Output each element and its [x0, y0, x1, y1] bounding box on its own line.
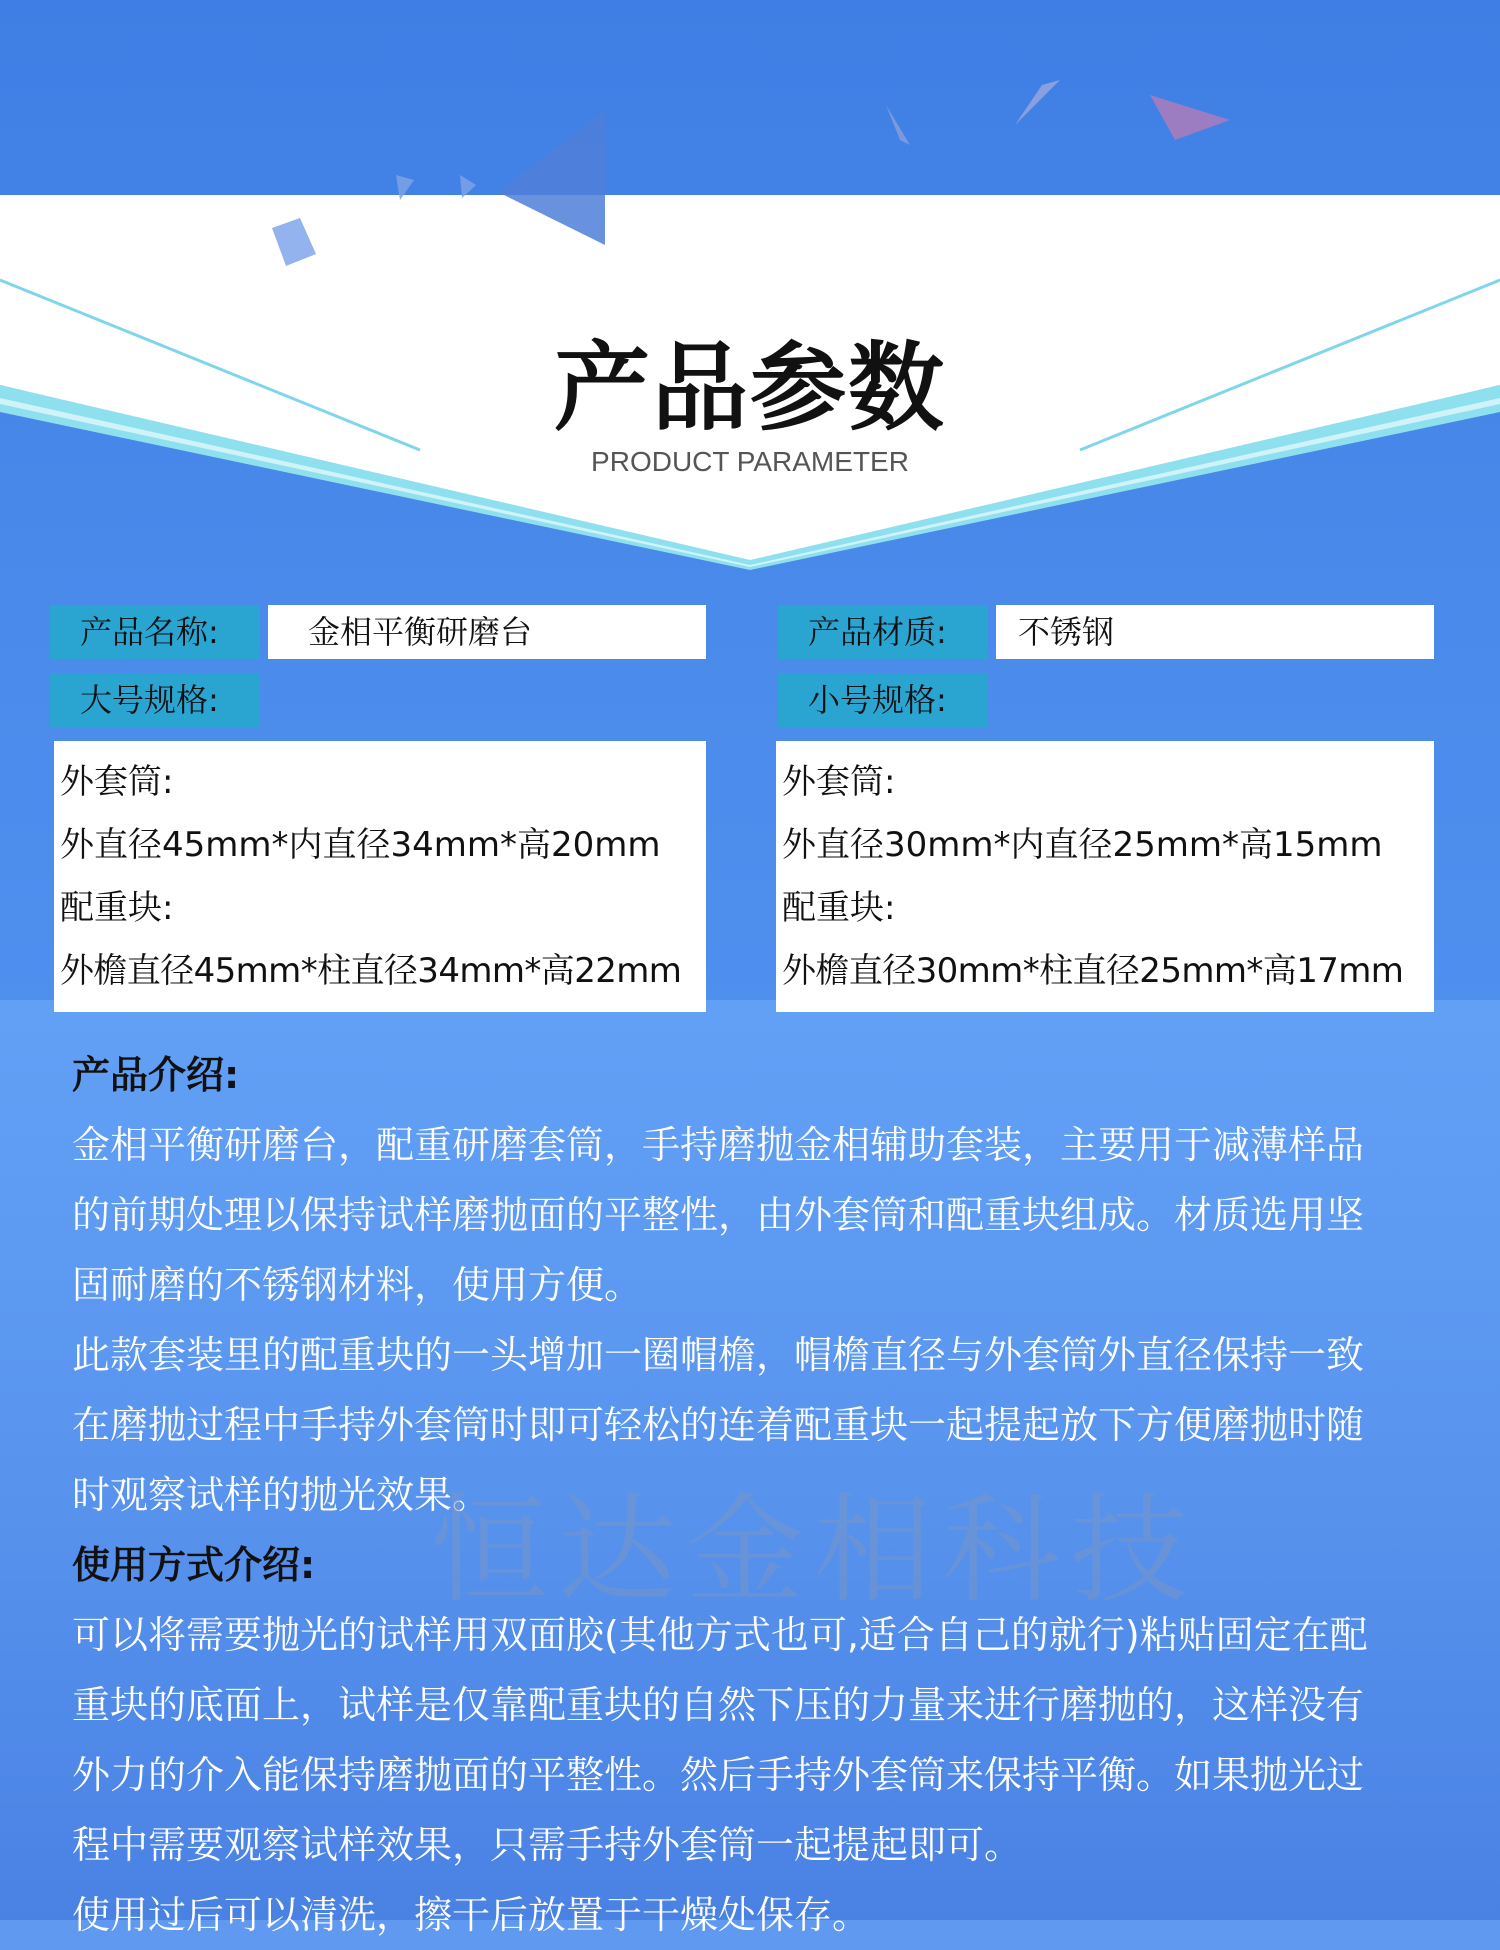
large-spec-panel [54, 741, 706, 1012]
intro-line: 时观察试样的抛光效果。 [72, 1473, 491, 1517]
intro-line: 金相平衡研磨台，配重研磨套筒，手持磨抛金相辅助套装，主要用于减薄样品 [72, 1123, 1365, 1167]
spec-line: 外檐直径30mm*柱直径25mm*高17mm [782, 951, 1404, 991]
small-shard [886, 105, 910, 145]
section-title [0, 332, 1500, 478]
spec-line: 外套筒: [60, 762, 174, 802]
spec-line: 外直径30mm*内直径25mm*高15mm [782, 825, 1383, 865]
spec-line: 外檐直径45mm*柱直径34mm*高22mm [60, 951, 682, 991]
page-subtitle: PRODUCT PARAMETER [591, 446, 909, 477]
usage-line: 使用过后可以清洗，擦干后放置于干燥处保存。 [72, 1893, 871, 1937]
small-shard [460, 175, 476, 198]
product-name-value: 金相平衡研磨台 [268, 605, 706, 659]
product-material-value: 不锈钢 [996, 605, 1434, 659]
small-shard [1015, 80, 1060, 125]
pink-triangle [1150, 95, 1230, 140]
usage-line: 可以将需要抛光的试样用双面胶(其他方式也可,适合自己的就行)粘贴固定在配 [72, 1613, 1368, 1657]
large-spec-label: 大号规格: [50, 673, 260, 727]
intro-heading: 产品介绍: [72, 1053, 240, 1097]
usage-line: 程中需要观察试样效果，只需手持外套筒一起提起即可。 [72, 1823, 1023, 1867]
spec-line: 配重块: [782, 888, 896, 928]
watermark: 恒达金相科技 [430, 1481, 1199, 1619]
usage-heading: 使用方式介绍: [72, 1543, 316, 1587]
page-title: 产品参数 [554, 332, 946, 444]
usage-line: 重块的底面上，试样是仅靠配重块的自然下压的力量来进行磨抛的，这样没有 [72, 1683, 1365, 1727]
small-spec-panel [776, 741, 1434, 1012]
spec-line: 外套筒: [782, 762, 896, 802]
intro-line: 此款套装里的配重块的一头增加一圈帽檐，帽檐直径与外套筒外直径保持一致 [72, 1333, 1365, 1377]
intro-line: 的前期处理以保持试样磨抛面的平整性，由外套筒和配重块组成。材质选用坚 [72, 1193, 1365, 1237]
usage-line: 外力的介入能保持磨抛面的平整性。然后手持外套筒来保持平衡。如果抛光过 [72, 1753, 1365, 1797]
intro-line: 在磨抛过程中手持外套筒时即可轻松的连着配重块一起提起放下方便磨抛时随 [72, 1403, 1365, 1447]
spec-line: 配重块: [60, 888, 174, 928]
intro-line: 固耐磨的不锈钢材料，使用方便。 [72, 1263, 643, 1307]
product-material-label: 产品材质: [778, 605, 988, 659]
small-spec-label: 小号规格: [778, 673, 988, 727]
spec-line: 外直径45mm*内直径34mm*高20mm [60, 825, 661, 865]
product-name-label: 产品名称: [50, 605, 260, 659]
